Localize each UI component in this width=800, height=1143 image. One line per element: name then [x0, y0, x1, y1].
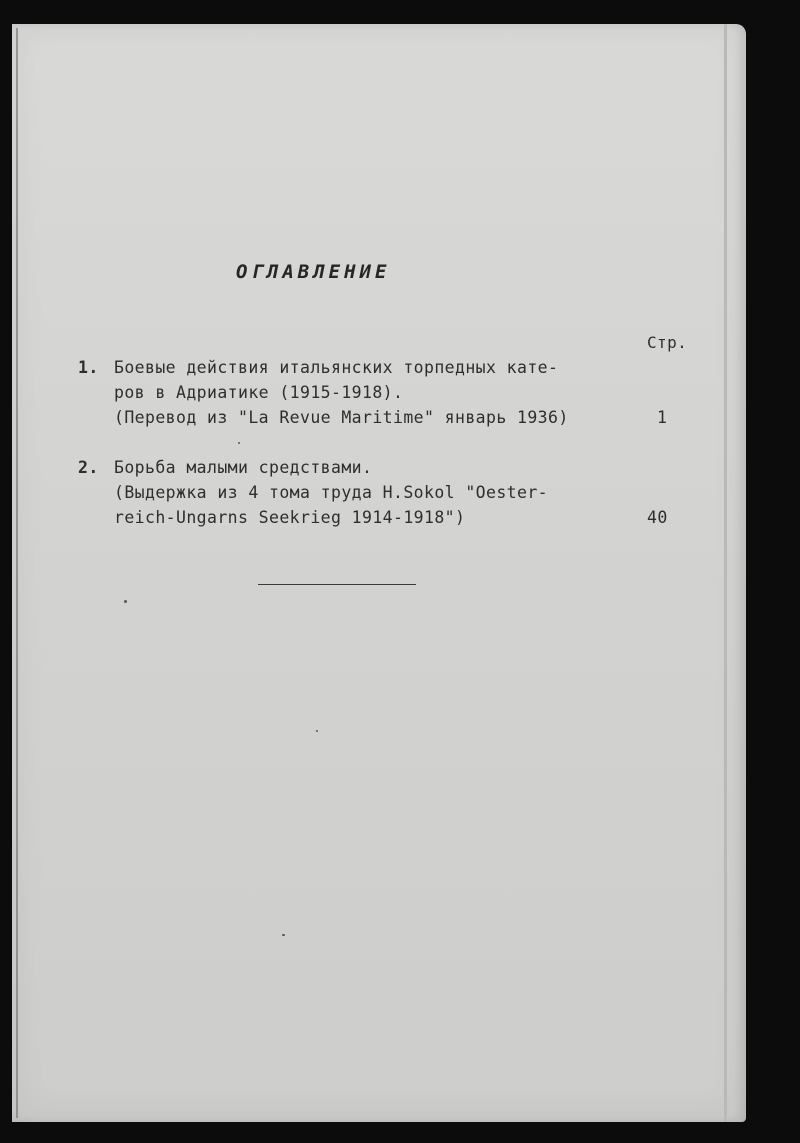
entry-2-page-number: 40: [647, 508, 668, 527]
document-page: [12, 24, 746, 1122]
page-binding-edge: [16, 28, 18, 1118]
entry-2-line-1: Борьба малыми средствами.: [114, 458, 373, 477]
paper-speck: [238, 442, 240, 444]
paper-speck: [282, 934, 285, 936]
document-title: ОГЛАВЛЕНИЕ: [236, 261, 391, 283]
entry-1-line-3: (Перевод из "La Revue Maritime" январь 1936): [114, 408, 569, 427]
paper-speck: [124, 600, 127, 603]
entry-2-line-3: reich-Ungarns Seekrieg 1914-1918"): [114, 508, 466, 527]
entry-1-number: 1.: [78, 358, 99, 377]
page-right-edge: [724, 24, 727, 1122]
entry-1-line-2: ров в Адриатике (1915-1918).: [114, 383, 404, 402]
entry-1-page-number: 1: [657, 408, 668, 427]
separator-rule: [258, 584, 416, 585]
paper-speck: [316, 730, 318, 732]
entry-1-line-1: Боевые действия итальянских торпедных кате-: [114, 358, 559, 377]
entry-2-number: 2.: [78, 458, 99, 477]
entry-2-line-2: (Выдержка из 4 тома труда H.Sokol "Oester-: [114, 483, 549, 502]
page-column-label: Стр.: [647, 333, 688, 352]
